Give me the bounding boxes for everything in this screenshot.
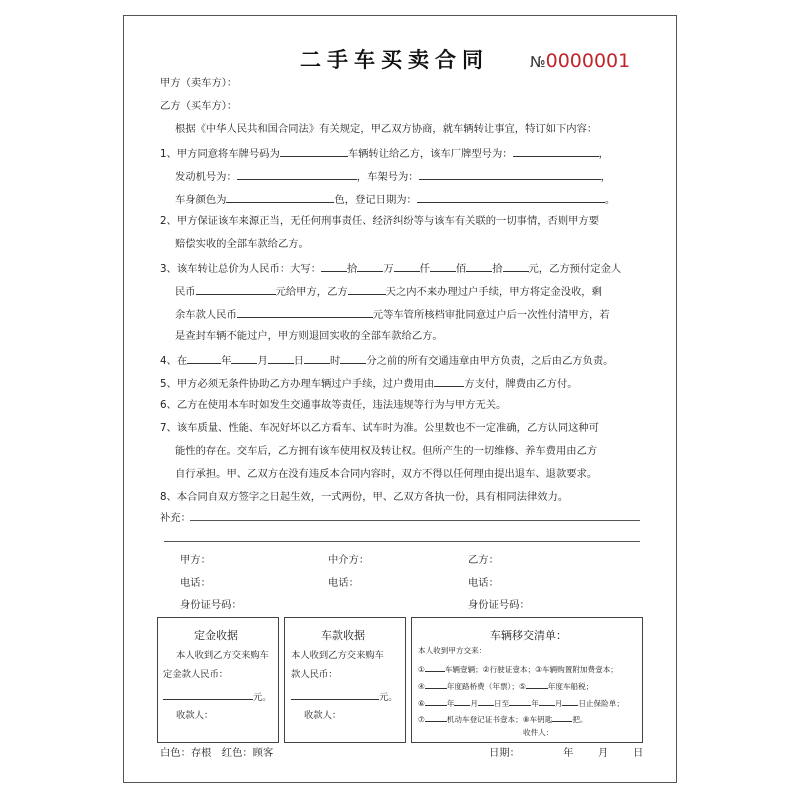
clause3-line4: 是查封车辆不能过户，甲方则退回实收的全部车款给乙方。 xyxy=(175,330,443,342)
insurance-start-month-blank[interactable] xyxy=(454,697,470,706)
unit-shi: 拾 xyxy=(347,263,358,275)
model-blank[interactable] xyxy=(513,145,599,157)
engine-label: 发动机号为： xyxy=(175,171,237,183)
clause2-line1: 2、甲方保证该车来源正当，无任何刑事责任、经济纠纷等与该车有关联的一切事情，否则甲方要 xyxy=(160,215,600,227)
footer-date-label: 日期： xyxy=(489,747,520,759)
unit-shi-2: 拾 xyxy=(492,263,503,275)
handover-r1-num: ① xyxy=(418,665,425,674)
handover-r4-text: 机动车登记证书壹本；⑧车钥匙 xyxy=(446,715,553,724)
color-blank[interactable] xyxy=(226,191,334,203)
clause3-text-e: 天之内不来办理过户手续，甲方将定金没收，剩 xyxy=(385,286,602,298)
days-blank[interactable] xyxy=(348,283,386,295)
payment-receipt-title: 车款收据 xyxy=(321,629,365,642)
handover-row1 xyxy=(418,663,618,675)
clause3-text-f: 余车款人民币 xyxy=(175,309,237,321)
clause1-line2-end: ， xyxy=(600,171,611,183)
clause7-line1: 7、该车质量、性能、车况好坏以乙方看车、试车时为准。公里数也不一定准确，乙方认同这种可 xyxy=(160,422,600,434)
amount-wan-blank[interactable] xyxy=(357,260,383,272)
copies-note: 白色：存根 红色：顾客 xyxy=(160,747,274,759)
payment-receipt-payee: 收款人： xyxy=(304,710,342,721)
sign-party-a: 甲方： xyxy=(180,554,211,566)
handover-r3-num: ⑥ xyxy=(418,699,425,708)
id-party-b: 身份证号码： xyxy=(468,599,530,611)
clause1-line3-end: 。 xyxy=(604,194,616,206)
serial-number xyxy=(530,50,630,72)
color-label: 车身颜色为 xyxy=(175,194,227,206)
clause4-month: 月 xyxy=(257,355,268,367)
insurance-start-day-blank[interactable] xyxy=(478,697,494,706)
clause1-line2 xyxy=(175,168,611,184)
transfer-fee-party-blank[interactable] xyxy=(434,375,464,387)
handover-row2 xyxy=(418,680,593,692)
insurance-start-year-blank[interactable] xyxy=(425,697,447,706)
handover-vehicle-blank[interactable] xyxy=(425,663,445,672)
amount-qian-blank[interactable] xyxy=(394,260,420,272)
clause3-text-g: 元等车管所核档审批同意过户后一次性付清甲方，若 xyxy=(372,309,610,321)
clause4-year: 年 xyxy=(221,355,232,367)
deposit-receipt-yuan: 元。 xyxy=(253,692,272,703)
deposit-receipt-title: 定金收据 xyxy=(194,629,238,642)
frame-label: ，车架号为： xyxy=(356,171,419,183)
payment-receipt-line1: 本人收到乙方交来购车 xyxy=(291,650,384,661)
party-b-label: 乙方（买车方）： xyxy=(160,100,238,112)
payment-receipt-amount-blank[interactable] xyxy=(291,690,379,700)
insurance-end-day-blank[interactable] xyxy=(562,697,578,706)
footer-year: 年 xyxy=(563,747,574,759)
clause4-hour: 时 xyxy=(330,355,341,367)
payment-receipt-line2: 款人民币： xyxy=(291,669,338,680)
insurance-end-month-blank[interactable] xyxy=(539,697,555,706)
footer-day: 日 xyxy=(633,747,644,759)
clause1-text-a: 1、甲方同意将车牌号码为 xyxy=(160,148,280,160)
insurance-end-year-blank[interactable] xyxy=(509,697,531,706)
handover-r3-end: 日止保险单； xyxy=(578,699,624,708)
id-party-a: 身份证号码： xyxy=(180,599,242,611)
violation-day-blank[interactable] xyxy=(268,352,294,364)
clause3-line3 xyxy=(175,306,610,322)
phone-party-b: 电话： xyxy=(468,577,499,589)
handover-r4-num: ⑦ xyxy=(418,715,425,724)
handover-r3-year: 年 xyxy=(446,699,455,708)
clause5-line xyxy=(160,375,578,391)
balance-amount-blank[interactable] xyxy=(237,306,373,318)
clause1-text-b: 车辆转让给乙方，该车厂牌型号为： xyxy=(347,148,513,160)
payment-receipt-yuan: 元。 xyxy=(379,692,398,703)
handover-tax-year-blank[interactable] xyxy=(526,680,548,689)
registration-cert-blank[interactable] xyxy=(425,713,447,722)
register-date-blank[interactable] xyxy=(417,191,605,203)
handover-r3-to: 日至 xyxy=(494,699,510,708)
handover-r3-month: 月 xyxy=(470,699,478,708)
clause4-line xyxy=(160,352,613,368)
handover-r3-year2: 年 xyxy=(531,699,539,708)
clause8-line: 8、本合同自双方签字之日起生效，一式两份，甲、乙双方各执一份，具有相同法律效力。 xyxy=(160,491,569,503)
handover-row3 xyxy=(418,697,624,709)
deposit-receipt-amount-blank[interactable] xyxy=(163,690,253,700)
handover-r2-end: 年度车船税； xyxy=(547,682,594,691)
clause1-text-c: ， xyxy=(598,148,609,160)
amount-shiwan-blank[interactable] xyxy=(321,260,347,272)
supplement-line-2[interactable] xyxy=(164,541,640,542)
clause3-text-d: 元给甲方，乙方 xyxy=(275,286,348,298)
handover-title: 车辆移交清单： xyxy=(490,629,567,642)
clause4-day: 日 xyxy=(293,355,305,367)
sign-party-b: 乙方： xyxy=(468,554,499,566)
phone-agent: 电话： xyxy=(328,577,359,589)
violation-minute-blank[interactable] xyxy=(340,352,366,364)
phone-party-a: 电话： xyxy=(180,577,211,589)
clause4-text-b: 分之前的所有交通违章由甲方负责，之后由乙方负责。 xyxy=(366,355,614,367)
clause3-text-a: 3、该车转让总价为人民币：大写： xyxy=(160,263,322,275)
clause6-line: 6、乙方在使用本车时如发生交通事故等责任，违法违规等行为与甲方无关。 xyxy=(160,399,507,411)
handover-r2-text: 年度路桥费（年票）；⑤ xyxy=(446,682,526,691)
register-date-label: 色，登记日期为： xyxy=(334,194,417,206)
handover-r2-num: ④ xyxy=(418,682,425,691)
deposit-receipt-line2: 定金款人民币： xyxy=(163,669,229,680)
frame-number-blank[interactable] xyxy=(419,168,601,180)
footer-month: 月 xyxy=(598,747,609,759)
clause4-text-a: 4、在 xyxy=(160,355,188,367)
amount-yuan-blank[interactable] xyxy=(503,260,529,272)
deposit-amount-blank[interactable] xyxy=(196,283,276,295)
handover-r1-text: 车辆壹辆；②行驶证壹本；③车辆购置附加费壹本； xyxy=(444,665,618,674)
payment-amount-row xyxy=(291,690,398,704)
clause3-text-c: 民币 xyxy=(175,286,196,298)
engine-number-blank[interactable] xyxy=(237,168,357,180)
clause1-line3 xyxy=(175,191,615,207)
deposit-receipt-line1: 本人收到乙方交来购车 xyxy=(176,650,269,661)
unit-bai: 佰 xyxy=(455,263,467,275)
serial-value: 0000001 xyxy=(545,50,631,72)
violation-month-blank[interactable] xyxy=(231,352,257,364)
handover-toll-year-blank[interactable] xyxy=(425,680,447,689)
supplement-line-1[interactable] xyxy=(190,520,640,521)
serial-prefix: № xyxy=(530,53,546,71)
amount-shi-blank[interactable] xyxy=(466,260,492,272)
handover-intro: 本人收到甲方交来： xyxy=(418,646,487,655)
clause7-line2: 能性的存在。交车后，乙方拥有该车使用权及转让权。但所产生的一切维修、养车费用由乙方 xyxy=(175,445,598,457)
clause7-line3: 自行承担。甲、乙双方在没有违反本合同内容时，双方不得以任何理由提出退车、退款要求。 xyxy=(175,468,598,480)
clause1-line1 xyxy=(160,145,609,161)
handover-r3-month2: 月 xyxy=(554,699,563,708)
party-a-label: 甲方（卖车方）： xyxy=(160,77,238,89)
deposit-amount-row xyxy=(163,690,272,704)
keys-count-blank[interactable] xyxy=(552,713,572,722)
amount-bai-blank[interactable] xyxy=(430,260,456,272)
plate-number-blank[interactable] xyxy=(280,145,348,157)
clause3-text-b: 元，乙方预付定金人 xyxy=(528,263,622,275)
clause3-line2 xyxy=(175,283,602,299)
deposit-receipt-payee: 收款人： xyxy=(176,710,214,721)
handover-r4-end: 把。 xyxy=(572,715,588,724)
unit-wan: 万 xyxy=(383,263,394,275)
clause5-text-a: 5、甲方必须无条件协助乙方办理车辆过户手续，过户费用由 xyxy=(160,378,435,390)
contract-title: 二手车买卖合同 xyxy=(300,48,489,72)
intro-text: 根据《中华人民共和国合同法》有关规定，甲乙双方协商，就车辆转让事宜，特订如下内容： xyxy=(175,123,598,135)
supplement-label: 补充： xyxy=(160,512,191,524)
violation-year-blank[interactable] xyxy=(187,352,221,364)
unit-qian: 仟 xyxy=(419,263,430,275)
sign-agent: 中介方： xyxy=(328,554,370,566)
clause5-text-b: 方支付，牌费由乙方付。 xyxy=(464,378,578,390)
clause3-line1 xyxy=(160,260,621,276)
clause2-line2: 赔偿实收的全部车款给乙方。 xyxy=(175,238,309,250)
violation-hour-blank[interactable] xyxy=(304,352,330,364)
handover-row4 xyxy=(418,713,588,725)
handover-receiver: 收件人： xyxy=(523,728,554,737)
